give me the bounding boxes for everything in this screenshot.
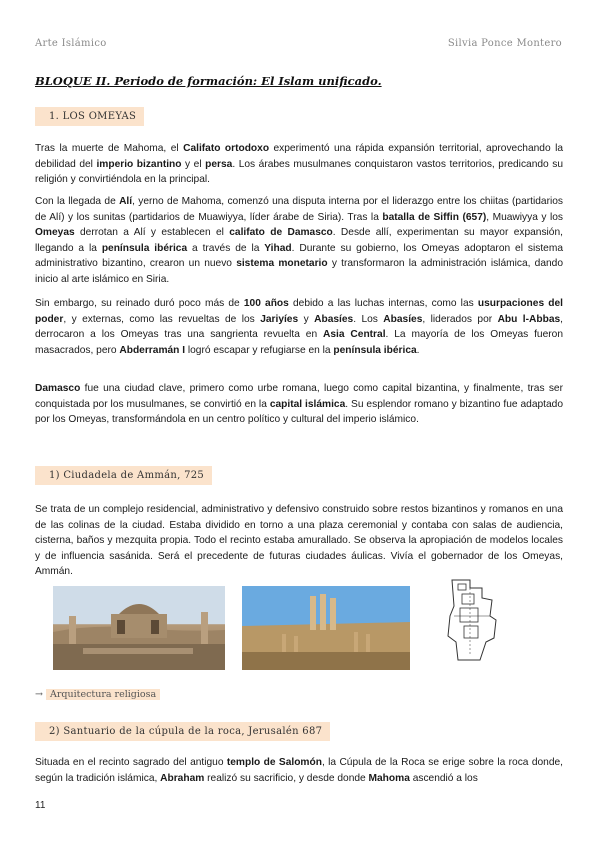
text-run: , liderados por (422, 313, 498, 325)
bold-term: sistema monetario (236, 258, 328, 270)
block-title: BLOQUE II. Periodo de formación: El Islam unificado. (35, 74, 382, 88)
section-ciudadela (35, 466, 212, 485)
text-run: , derrocaron a los Omeyas tras una sangrienta revuelta en (35, 313, 563, 341)
plan-ciudadela-sketch-image (440, 576, 508, 666)
text-run: . Desde allí, experimentan su mayor expansión, llegando a la (35, 227, 563, 254)
photo-ciudadela-cupula-image (53, 586, 225, 670)
text-run: y (298, 313, 315, 325)
bold-term: Abu l-Abbas (497, 313, 561, 325)
paragraph-cupula-roca (35, 755, 563, 786)
text-run: Situada en el recinto sagrado del antiguo (35, 757, 227, 768)
paragraph-damasco (35, 381, 563, 428)
paragraph-ciudadela (35, 502, 563, 580)
text-run: a través de la (187, 242, 265, 254)
section-cupula-roca (35, 722, 330, 741)
text-run: . La mayoría de los Omeyas fueron masacrados, pero (35, 329, 563, 356)
bold-term: Asia Central (323, 329, 386, 341)
text-run: Tras la muerte de Mahoma, el (35, 143, 184, 154)
text-run: , yerno de Mahoma, comenzó una disputa interna por el liderazgo entre los chiitas (partidarios de Alí) y los sunitas (partidarios de Muawiyya, líder árabe de Siria). Tras la (35, 196, 563, 223)
bold-term: península ibérica (101, 242, 188, 254)
text-run: . (416, 344, 420, 356)
section-omeyas-label: 1. LOS OMEYAS (35, 107, 144, 126)
bold-term: Abasíes (314, 313, 354, 325)
text-run: realizó su sacrificio, y desde donde (204, 772, 369, 784)
text-run: ascendió a los (409, 772, 478, 784)
bold-term: Abderramán I (119, 344, 186, 356)
header-right: Silvia Ponce Montero (447, 38, 562, 49)
text-run: Con la llegada de (35, 196, 120, 207)
text-run: , y externas, como las revueltas de los (63, 313, 261, 325)
bold-term: Mahoma (368, 772, 410, 784)
text-run: y el (181, 158, 206, 170)
section-omeyas (35, 107, 144, 126)
text-run: debido a las luchas internas, como las (288, 298, 478, 309)
bold-term: usurpaciones del poder (35, 298, 563, 325)
bold-term: Alí (119, 196, 133, 207)
text-run: logró escapar y refugiarse en la (185, 344, 334, 356)
text-run: Se trata de un complejo residencial, administrativo y defensivo construido sobre restos bizantinos y romanos en una de las colinas de la ciudad. Estaba dividido en torno a una plaza ceremonial y contaba con salas de audiencia, cisterna, baños y mezquita propia. Todo el recinto estaba amurallado. Se observa la apropiación de modelos locales y de influencia sasánida. Será el precedente de futuras ciudades áulicas. Vivía el gobernador de los Omeyas, Ammán. (35, 504, 563, 578)
bold-term: templo de Salomón (226, 757, 322, 768)
text-run: derrotan a Alí y establecen el (74, 227, 230, 239)
bold-term: Abraham (160, 772, 205, 784)
text-run: experimentó una rápida expansión territorial, aprovechando la debilidad del (35, 143, 564, 170)
arrow-icon: → (35, 689, 43, 700)
photo-templo-columnas-image (242, 586, 410, 670)
text-run: Sin embargo, su reinado duró poco más de (35, 298, 244, 309)
sub-heading-arquitectura-religiosa (35, 687, 166, 703)
paragraph-reinado (35, 296, 563, 358)
text-run: y transformaron la administración islámica, dando inicio al arte islámico en Siria. (35, 258, 563, 285)
paragraph-califato (35, 141, 563, 188)
header-left: Arte Islámico (35, 38, 107, 49)
bold-term: Yihad (264, 242, 292, 254)
page-number: 11 (35, 800, 46, 811)
bold-term: califato de Damasco (229, 227, 333, 239)
bold-term: Damasco (35, 383, 81, 394)
plan-ciudadela-sketch (440, 576, 508, 666)
text-run: . Durante su gobierno, los Omeyas adoptaron el sistema administrativo bizantino, crearon un nuevo (35, 242, 563, 270)
bold-term: Omeyas (35, 227, 75, 239)
bold-term: Califato ortodoxo (183, 143, 270, 154)
bold-term: capital islámica (269, 398, 346, 410)
bold-term: península ibérica (333, 344, 417, 356)
bold-term: batalla de Siffin (657) (382, 211, 487, 223)
bold-term: imperio bizantino (96, 158, 182, 170)
text-run: . Los (353, 313, 384, 325)
text-run: , Muawiyya y los (486, 211, 563, 223)
text-run: , la Cúpula de la Roca se erige sobre la roca donde, según la tradición islámica, (35, 757, 563, 784)
paragraph-ali (35, 194, 563, 288)
text-run: . Su esplendor romano y bizantino fue adaptado por los Omeyas, transformándola en un centro político y cultural del imperio islámico. (35, 398, 563, 426)
text-run: . Los árabes musulmanes conquistaron vastos territorios, predicando su religión y convirtiéndola en la principal. (35, 158, 563, 186)
bold-term: 100 años (243, 298, 289, 309)
bold-term: Abasíes (383, 313, 423, 325)
photo-templo-columnas (242, 586, 410, 670)
text-run: fue una ciudad clave, primero como urbe romana, luego como capital bizantina, y finalmente, tras ser conquistada por los musulmanes, se convirtió en la (35, 383, 563, 410)
section-ciudadela-label: 1) Ciudadela de Ammán, 725 (35, 466, 212, 485)
photo-ciudadela-cupula (53, 586, 225, 670)
section-cupula-roca-label: 2) Santuario de la cúpula de la roca, Jerusalén 687 (35, 722, 330, 741)
bold-term: Jariyíes (260, 313, 299, 325)
sub-heading-label: Arquitectura religiosa (46, 689, 160, 700)
bold-term: persa (205, 158, 233, 170)
